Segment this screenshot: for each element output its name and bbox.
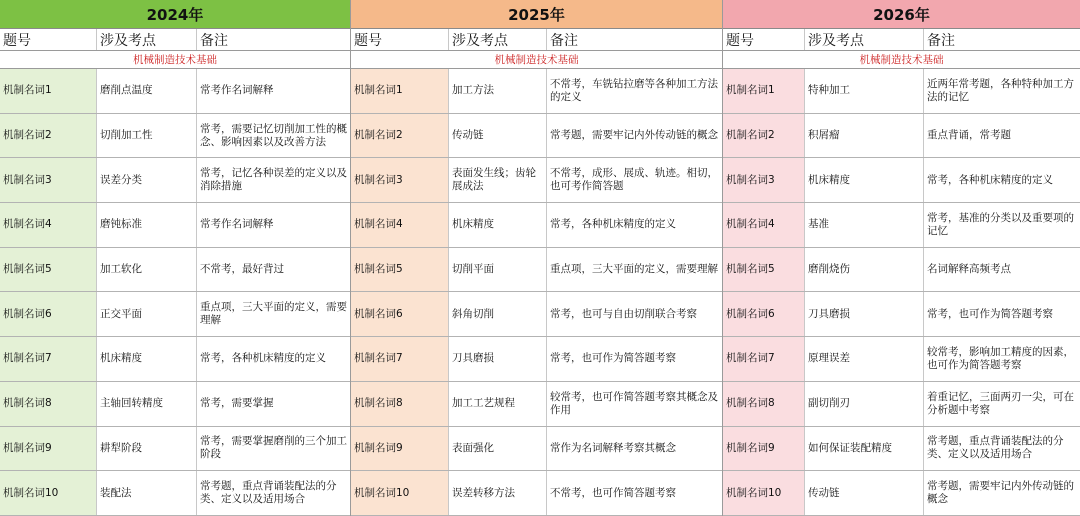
question-number-cell: 机制名词3 — [0, 158, 97, 202]
note-cell: 常考作名词解释 — [200, 218, 274, 231]
question-number-cell: 机制名词6 — [0, 292, 97, 336]
question-number-cell: 机制名词10 — [723, 471, 805, 515]
question-number-cell: 机制名词8 — [723, 382, 805, 426]
note-cell: 重点项，三大平面的定义，需要理解 — [550, 263, 718, 276]
table-row — [723, 471, 1080, 516]
table-row — [0, 292, 350, 337]
topic-cell: 刀具磨损 — [449, 337, 547, 381]
table-row — [723, 382, 1080, 427]
question-number-cell: 机制名词7 — [0, 337, 97, 381]
table-row — [0, 471, 350, 516]
topic-cell: 表面强化 — [449, 427, 547, 471]
column-header-row — [351, 29, 722, 51]
question-number-cell: 机制名词3 — [351, 158, 449, 202]
table-row — [0, 203, 350, 248]
note-cell: 较常考，也可作简答题考察其概念及作用 — [550, 390, 718, 416]
table-row — [723, 158, 1080, 203]
topic-cell: 基准 — [805, 203, 924, 247]
topic-cell: 副切削刃 — [805, 382, 924, 426]
question-number-cell: 机制名词9 — [0, 427, 97, 471]
table-row — [0, 69, 350, 114]
note-cell: 常考，需要掌握 — [200, 397, 274, 410]
note-cell: 常考题，重点背诵装配法的分类、定义以及适用场合 — [927, 435, 1064, 461]
topic-cell: 加工方法 — [449, 69, 547, 113]
question-number-cell: 机制名词5 — [351, 248, 449, 292]
question-number-cell: 机制名词2 — [723, 114, 805, 158]
year-block-2025 — [351, 0, 723, 516]
column-header-num: 题号 — [723, 29, 805, 50]
question-number-cell: 机制名词3 — [723, 158, 805, 202]
note-cell: 常考，也可与自由切削联合考察 — [550, 307, 697, 320]
question-number-cell: 机制名词7 — [351, 337, 449, 381]
note-cell: 常考，各种机床精度的定义 — [200, 352, 326, 365]
topic-cell: 磨削点温度 — [97, 69, 197, 113]
note-cell: 常考，也可作为简答题考察 — [927, 307, 1053, 320]
topic-cell: 切削加工性 — [97, 114, 197, 158]
question-number-cell: 机制名词4 — [0, 203, 97, 247]
table-row — [351, 248, 722, 293]
year-block-2026 — [723, 0, 1080, 516]
note-cell: 近两年常考题，各种特种加工方法的记忆 — [927, 77, 1074, 103]
question-number-cell: 机制名词10 — [351, 471, 449, 515]
table-row — [723, 427, 1080, 472]
topic-cell: 耕犁阶段 — [97, 427, 197, 471]
question-number-cell: 机制名词6 — [723, 292, 805, 336]
note-cell: 较常考，影响加工精度的因素，也可作为简答题考察 — [927, 345, 1074, 371]
note-cell: 常考题，需要牢记内外传动链的概念 — [550, 129, 718, 142]
question-number-cell: 机制名词1 — [351, 69, 449, 113]
topic-cell: 正交平面 — [97, 292, 197, 336]
question-number-cell: 机制名词5 — [723, 248, 805, 292]
table-row — [0, 114, 350, 159]
topic-cell: 原理误差 — [805, 337, 924, 381]
column-header-topic: 涉及考点 — [97, 29, 197, 50]
note-cell: 常考，需要记忆切削加工性的概念、影响因素以及改善方法 — [200, 122, 347, 148]
note-cell: 重点项，三大平面的定义，需要理解 — [200, 301, 347, 327]
topic-cell: 误差转移方法 — [449, 471, 547, 515]
table-row — [723, 114, 1080, 159]
topic-cell: 传动链 — [449, 114, 547, 158]
topic-cell: 主轴回转精度 — [97, 382, 197, 426]
note-cell: 常考，也可作为简答题考察 — [550, 352, 676, 365]
table-row — [351, 382, 722, 427]
question-number-cell: 机制名词2 — [351, 114, 449, 158]
note-cell: 不常考，最好背过 — [200, 263, 284, 276]
question-number-cell: 机制名词6 — [351, 292, 449, 336]
note-cell: 着重记忆，三面两刃一尖，可在分析题中考察 — [927, 390, 1074, 416]
topic-cell: 磨削烧伤 — [805, 248, 924, 292]
table-row — [723, 203, 1080, 248]
question-number-cell: 机制名词9 — [723, 427, 805, 471]
year-header: 2026年 — [723, 0, 1080, 29]
column-header-topic: 涉及考点 — [449, 29, 547, 50]
column-header-note: 备注 — [200, 32, 228, 49]
year-header: 2025年 — [351, 0, 722, 29]
column-header-note: 备注 — [550, 32, 578, 49]
note-cell: 常考题，需要牢记内外传动链的概念 — [927, 480, 1074, 506]
table-row — [723, 292, 1080, 337]
question-number-cell: 机制名词9 — [351, 427, 449, 471]
table-row — [351, 427, 722, 472]
question-number-cell: 机制名词10 — [0, 471, 97, 515]
section-title: 机械制造技术基础 — [723, 51, 1080, 69]
note-cell: 常考题，重点背诵装配法的分类、定义以及适用场合 — [200, 480, 337, 506]
topic-cell: 机床精度 — [97, 337, 197, 381]
table-row — [351, 471, 722, 516]
note-cell: 常考，各种机床精度的定义 — [927, 173, 1053, 186]
question-number-cell: 机制名词8 — [0, 382, 97, 426]
question-number-cell: 机制名词1 — [723, 69, 805, 113]
topic-cell: 机床精度 — [805, 158, 924, 202]
table-row — [351, 337, 722, 382]
question-number-cell: 机制名词4 — [723, 203, 805, 247]
question-number-cell: 机制名词5 — [0, 248, 97, 292]
note-cell: 不常考，车铣钻拉磨等各种加工方法的定义 — [550, 77, 718, 103]
topic-cell: 装配法 — [97, 471, 197, 515]
topic-cell: 误差分类 — [97, 158, 197, 202]
topic-cell: 积屑瘤 — [805, 114, 924, 158]
table-row — [351, 158, 722, 203]
note-cell: 不常考，成形、展成、轨迹。相切，也可考作简答题 — [550, 167, 718, 193]
note-cell: 常作为名词解释考察其概念 — [550, 441, 676, 454]
note-cell: 常考作名词解释 — [200, 84, 274, 97]
year-block-2024 — [0, 0, 351, 516]
topic-cell: 刀具磨损 — [805, 292, 924, 336]
table-row — [351, 292, 722, 337]
topic-cell: 加工软化 — [97, 248, 197, 292]
note-cell: 常考，基准的分类以及重要项的记忆 — [927, 211, 1074, 237]
column-header-topic: 涉及考点 — [805, 29, 924, 50]
topic-cell: 切削平面 — [449, 248, 547, 292]
table-row — [351, 203, 722, 248]
table-row — [351, 69, 722, 114]
section-title: 机械制造技术基础 — [351, 51, 722, 69]
topic-cell: 特种加工 — [805, 69, 924, 113]
column-header-num: 题号 — [0, 29, 97, 50]
note-cell: 名词解释高频考点 — [927, 263, 1011, 276]
question-number-cell: 机制名词2 — [0, 114, 97, 158]
table-row — [723, 69, 1080, 114]
table-row — [0, 158, 350, 203]
topic-cell: 表面发生线；齿轮展成法 — [449, 158, 547, 202]
year-header: 2024年 — [0, 0, 350, 29]
table-row — [0, 427, 350, 472]
topic-cell: 斜角切削 — [449, 292, 547, 336]
note-cell: 重点背诵，常考题 — [927, 129, 1011, 142]
column-header-num: 题号 — [351, 29, 449, 50]
question-number-cell: 机制名词8 — [351, 382, 449, 426]
column-header-row — [723, 29, 1080, 51]
topic-cell: 如何保证装配精度 — [805, 427, 924, 471]
table-row — [723, 337, 1080, 382]
note-cell: 不常考，也可作简答题考察 — [550, 486, 676, 499]
table-row — [0, 248, 350, 293]
note-cell: 常考，需要掌握磨削的三个加工阶段 — [200, 435, 347, 461]
note-cell: 常考，各种机床精度的定义 — [550, 218, 676, 231]
question-number-cell: 机制名词1 — [0, 69, 97, 113]
table-row — [0, 382, 350, 427]
table-row — [0, 337, 350, 382]
topic-cell: 传动链 — [805, 471, 924, 515]
note-cell: 常考，记忆各种误差的定义以及消除措施 — [200, 167, 347, 193]
table-row — [723, 248, 1080, 293]
column-header-note: 备注 — [927, 32, 955, 49]
section-title: 机械制造技术基础 — [0, 51, 350, 69]
table-row — [351, 114, 722, 159]
column-header-row — [0, 29, 350, 51]
topic-cell: 加工工艺规程 — [449, 382, 547, 426]
topic-cell: 磨钝标准 — [97, 203, 197, 247]
topic-cell: 机床精度 — [449, 203, 547, 247]
question-number-cell: 机制名词4 — [351, 203, 449, 247]
question-number-cell: 机制名词7 — [723, 337, 805, 381]
